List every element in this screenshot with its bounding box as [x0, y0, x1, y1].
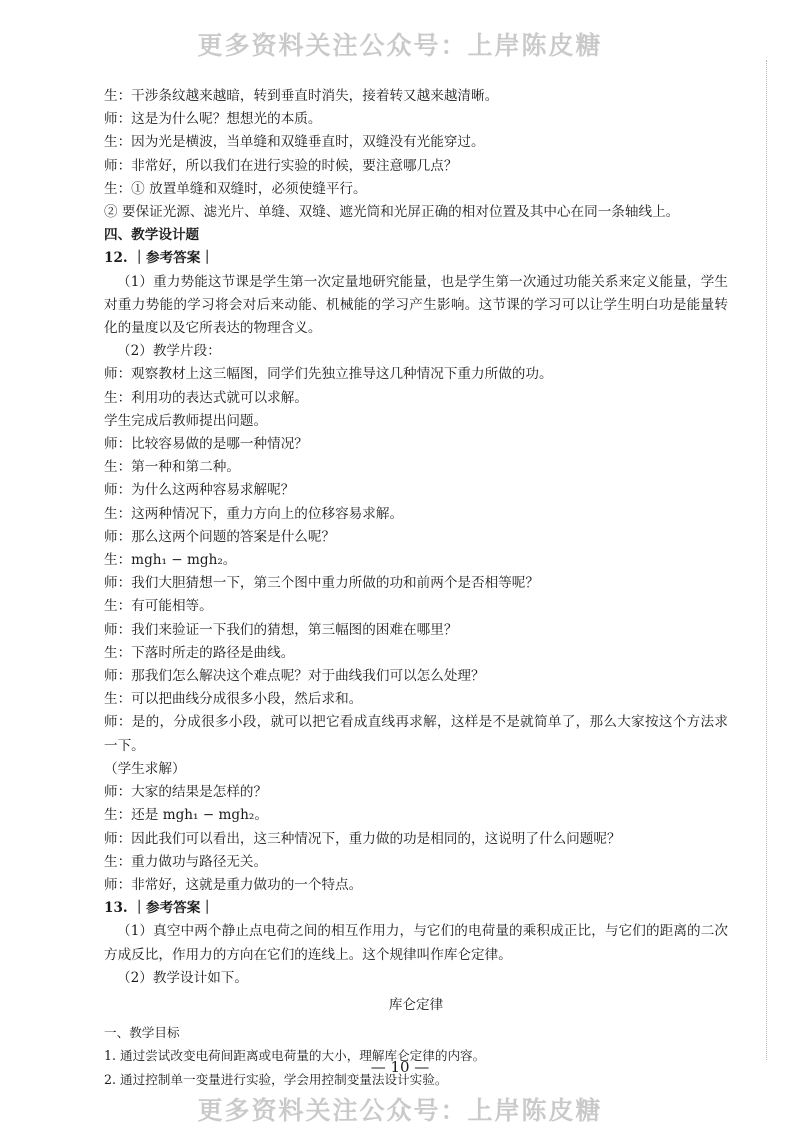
dialogue-line: 师：因此我们可以看出，这三种情况下，重力做的功是相同的，这说明了什么问题呢？: [104, 830, 621, 847]
objective-item: 1. 通过尝试改变电荷间距离或电荷量的大小，理解库仑定律的内容。: [104, 1048, 486, 1064]
dialogue-line: 师：我们来验证一下我们的猜想，第三幅图的困难在哪里？: [104, 621, 458, 638]
dialogue-line: 生：下落时所走的路径是曲线。: [104, 644, 295, 661]
dialogue-line: 师：这是为什么呢？想想光的本质。: [104, 111, 322, 128]
dialogue-line: 生：利用功的表达式就可以求解。: [104, 389, 308, 406]
objective-heading: 一、教学目标: [104, 1025, 180, 1041]
dialogue-line: 生：因为光是横波，当单缝和双缝垂直时，双缝没有光能穿过。: [104, 134, 485, 151]
document-body: [104, 85, 728, 1091]
paragraph-line: （2）教学片段：: [117, 343, 221, 360]
dialogue-line: 生：mgh₁ − mgh₂。: [104, 552, 237, 569]
dialogue-line: 师：观察教材上这三幅图，同学们先独立推导这几种情况下重力所做的功。: [104, 366, 553, 383]
dialogue-line: 师：那我们怎么解决这个难点呢？对于曲线我们可以怎么处理？: [104, 668, 485, 685]
answer-heading-12: 12. ｜参考答案｜: [104, 250, 214, 267]
watermark-bottom: 更多资料关注公众号：上岸陈皮糖: [197, 1096, 603, 1125]
watermark-top: 更多资料关注公众号：上岸陈皮糖: [197, 31, 603, 60]
margin-rule: [766, 60, 767, 1060]
section-heading: 四、教学设计题: [104, 227, 200, 244]
dialogue-line: 生：第一种和第二种。: [104, 459, 240, 476]
dialogue-line: 师：非常好，所以我们在进行实验的时候，要注意哪几点？: [104, 157, 458, 174]
dialogue-line: 师：大家的结果是怎样的？: [104, 784, 268, 801]
dialogue-line: 生：有可能相等。: [104, 598, 213, 615]
dialogue-line: 生：① 放置单缝和双缝时，必须使缝平行。: [104, 180, 367, 197]
answer-heading-13: 13. ｜参考答案｜: [104, 900, 214, 917]
dialogue-line: 生：这两种情况下，重力方向上的位移容易求解。: [104, 505, 404, 522]
dialogue-line: （学生求解）: [104, 760, 186, 777]
dialogue-line: 生：干涉条纹越来越暗，转到垂直时消失，接着转又越来越清晰。: [104, 88, 499, 104]
paragraph-line: （2）教学设计如下。: [117, 969, 248, 986]
dialogue-line: 师：是的，分成很多小段，就可以把它看成直线再求解，这样是不是就简单了，那么大家按这个方法求一下。: [104, 714, 728, 754]
lesson-title: 库仑定律: [388, 996, 444, 1013]
dialogue-line: 师：非常好，这就是重力做功的一个特点。: [104, 876, 363, 893]
page-number: — 10 —: [370, 1058, 430, 1076]
answer-paragraph: （1）重力势能这节课是学生第一次定量地研究能量，也是学生第一次通过功能关系来定义能量，学生对重力势能的学习将会对后来动能、机械能的学习产生影响。这节课的学习可以让学生明白功是能量转化的量度以及它所表达的物理含义。: [104, 273, 728, 337]
answer-paragraph: （1）真空中两个静止点电荷之间的相互作用力，与它们的电荷量的乘积成正比，与它们的距离的二次方成反比，作用力的方向在它们的连线上。这个规律叫作库仑定律。: [104, 923, 728, 963]
dialogue-line: ② 要保证光源、滤光片、单缝、双缝、遮光筒和光屏正确的相对位置及其中心在同一条轴线上。: [104, 204, 680, 221]
dialogue-line: 师：为什么这两种容易求解呢？: [104, 482, 295, 499]
dialogue-line: 师：我们大胆猜想一下，第三个图中重力所做的功和前两个是否相等呢？: [104, 575, 539, 592]
dialogue-line: 生：重力做功与路径无关。: [104, 853, 268, 870]
dialogue-line: 生：还是 mgh₁ − mgh₂。: [104, 807, 268, 824]
dialogue-line: 师：那么这两个问题的答案是什么呢？: [104, 528, 336, 545]
objective-item: 2. 通过控制单一变量进行实验，学会用控制变量法设计实验。: [104, 1071, 448, 1087]
dialogue-line: 学生完成后教师提出问题。: [104, 412, 268, 429]
dialogue-line: 生：可以把曲线分成很多小段，然后求和。: [104, 691, 363, 708]
dialogue-line: 师：比较容易做的是哪一种情况？: [104, 436, 308, 453]
